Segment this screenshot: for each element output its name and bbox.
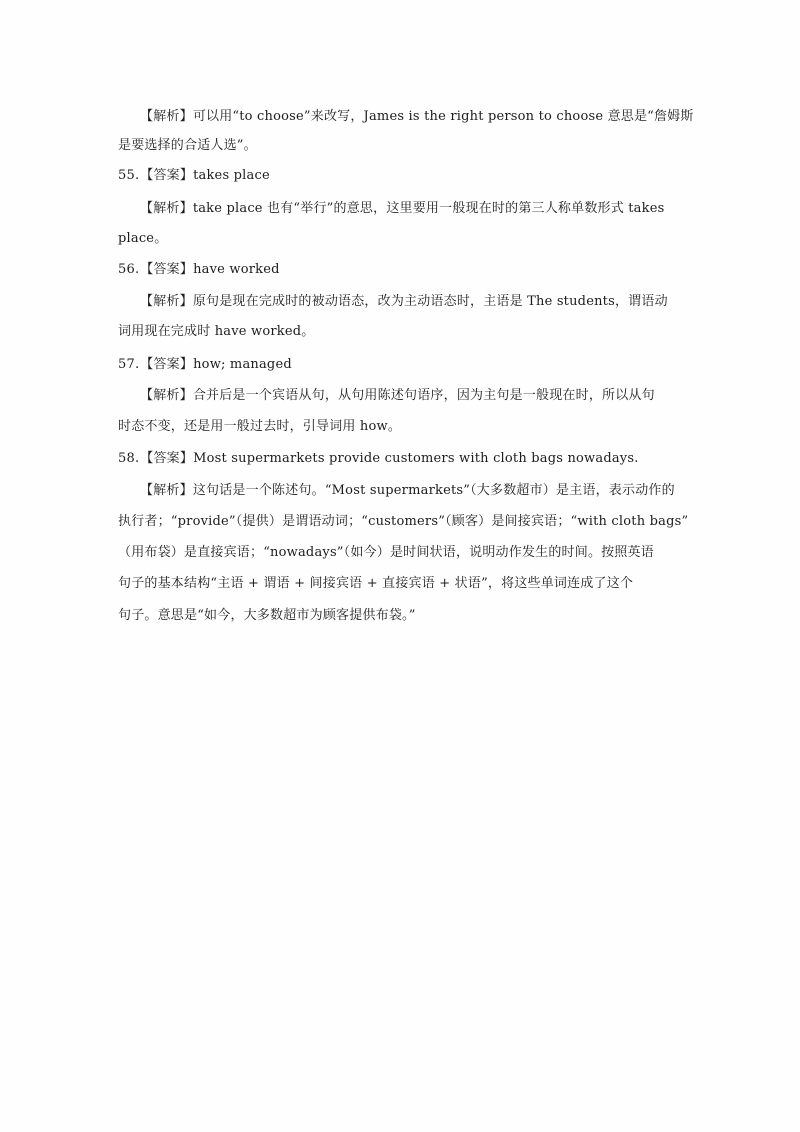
- analysis-line: [140, 482, 675, 500]
- answer-marker: 【答案】: [140, 262, 194, 277]
- answer-line: [118, 450, 639, 468]
- answer-marker: 【答案】: [140, 168, 194, 183]
- answer-line: [118, 356, 292, 374]
- analysis-text: place。: [118, 231, 168, 246]
- analysis-line: [118, 230, 167, 248]
- analysis-line: [118, 323, 315, 341]
- analysis-text: （用布袋）是直接宾语；“nowadays”（如今）是时间状语，说明动作发生的时间。按照英语: [118, 545, 654, 560]
- analysis-line: [140, 293, 668, 311]
- answer-marker: 【答案】: [140, 451, 194, 466]
- answer-line: [118, 261, 280, 279]
- analysis-marker: 【解析】: [140, 483, 193, 498]
- question-number: 56.: [118, 262, 140, 277]
- question-number: 58.: [118, 451, 140, 466]
- analysis-line: [118, 513, 688, 531]
- analysis-text: 合并后是一个宾语从句，从句用陈述句语序，因为主句是一般现在时，所以从句: [192, 388, 655, 403]
- analysis-text: 原句是现在完成时的被动语态，改为主动语态时，主语是 The students，谓语动: [192, 294, 668, 309]
- analysis-line: [118, 575, 633, 593]
- analysis-line: [140, 387, 655, 405]
- analysis-text: take place 也有“举行”的意思，这里要用一般现在时的第三人称单数形式 takes: [192, 201, 665, 216]
- question-number: 57.: [118, 357, 140, 372]
- analysis-text: 词用现在完成时 have worked。: [118, 324, 315, 339]
- answer-text: have worked: [193, 262, 280, 277]
- analysis-text: 可以用“to choose”来改写，James is the right person to choose 意思是“詹姆斯: [192, 109, 694, 124]
- analysis-marker: 【解析】: [140, 109, 193, 124]
- analysis-marker: 【解析】: [140, 388, 193, 403]
- answer-marker: 【答案】: [140, 357, 194, 372]
- analysis-text: 这句话是一个陈述句。“Most supermarkets”（大多数超市）是主语，表示动作的: [192, 483, 675, 498]
- analysis-line: [118, 418, 401, 436]
- analysis-marker: 【解析】: [140, 294, 193, 309]
- answer-text: Most supermarkets provide customers with cloth bags nowadays.: [193, 451, 639, 466]
- analysis-line: [140, 200, 664, 218]
- analysis-text: 句子。意思是“如今，大多数超市为顾客提供布袋。”: [118, 608, 416, 623]
- answer-line: [118, 167, 270, 185]
- analysis-text: 句子的基本结构“主语 + 谓语 + 间接宾语 + 直接宾语 + 状语”，将这些单词连成了这个: [118, 576, 634, 591]
- answer-text: how; managed: [193, 357, 292, 372]
- question-number: 55.: [118, 168, 140, 183]
- analysis-line: [118, 544, 654, 562]
- analysis-line: [118, 137, 257, 155]
- analysis-text: 是要选择的合适人选”。: [118, 138, 257, 153]
- analysis-line: [118, 607, 416, 625]
- analysis-text: 时态不变，还是用一般过去时，引导词用 how。: [118, 419, 402, 434]
- analysis-line: [140, 108, 694, 126]
- analysis-marker: 【解析】: [140, 201, 193, 216]
- answer-text: takes place: [193, 168, 270, 183]
- analysis-text: 执行者；“provide”（提供）是谓语动词；“customers”（顾客）是间接宾语；“with cloth bags”: [118, 514, 689, 529]
